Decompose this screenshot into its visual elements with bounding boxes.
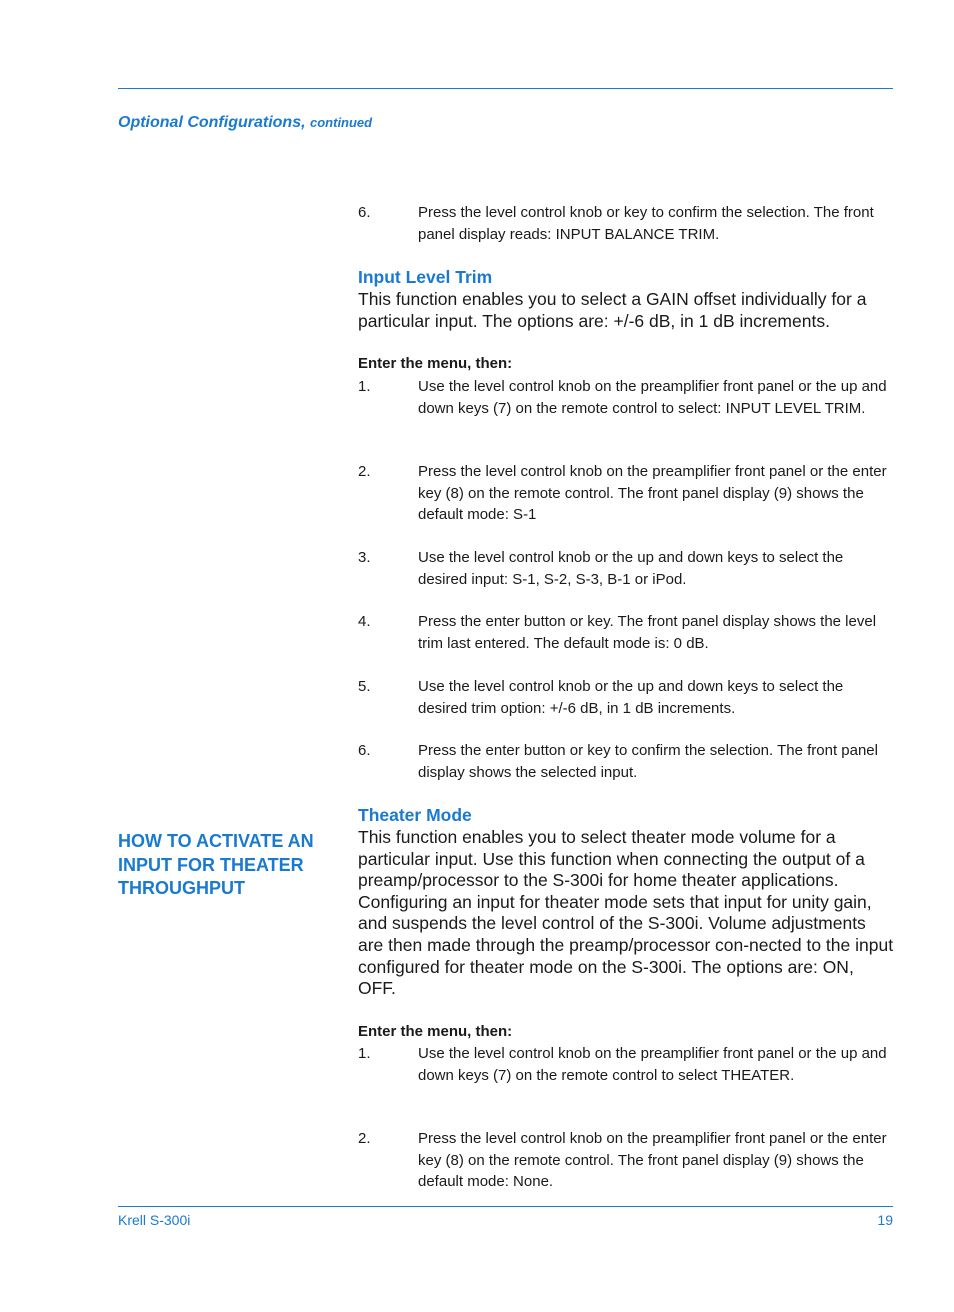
step-text: Use the level control knob on the preamplifier front panel or the up and down keys (7) on the remote control to select THEATER. [418, 1045, 887, 1084]
theater-mode-title: Theater Mode [358, 805, 472, 825]
step-number: 1. [358, 378, 371, 395]
theater-mode-enter-label: Enter the menu, then: [358, 1023, 513, 1040]
step-number: 2. [358, 463, 371, 480]
footer-rule [118, 1206, 893, 1207]
step-text: Use the level control knob or the up and down keys to select the desired input: S-1, S-2, S-3, B-1 or iPod. [418, 549, 844, 588]
theater-mode-description: This function enables you to select theater mode volume for a particular input. Use this function when connecting the output of a preamp/processor to the S-300i for home theater applications. Configuring an input for theater mode sets that input for unity gain, and suspends the level control of the S-300i. Volume adjustments are then made through the preamp/processor con-nected to the input configured for theater mode on the S-300i. The options are: ON, OFF. [358, 827, 894, 999]
input-level-trim-description: This function enables you to select a GAIN offset individually for a particular input. The options are: +/-6 dB, in 1 dB increments. [358, 289, 867, 331]
step-number: 6. [358, 742, 371, 759]
footer-product: Krell S-300i [118, 1212, 191, 1228]
running-header-continued: continued [310, 115, 373, 130]
step-number: 3. [358, 549, 371, 566]
input-level-trim-enter-label: Enter the menu, then: [358, 355, 513, 372]
step-text: Press the level control knob on the preamplifier front panel or the enter key (8) on the remote control. The front panel display (9) shows the default mode: None. [418, 1130, 887, 1190]
step-text: Press the enter button or key. The front panel display shows the level trim last entered. The default mode is: 0 dB. [418, 613, 877, 652]
step-number: 4. [358, 613, 371, 630]
step-number: 5. [358, 678, 371, 695]
running-header-title: Optional Configurations, [118, 114, 306, 131]
step-text: Press the level control knob or key to confirm the selection. The front panel display reads: INPUT BALANCE TRIM. [418, 204, 874, 243]
step-number: 2. [358, 1130, 371, 1147]
step-number: 6. [358, 204, 371, 221]
header-rule [118, 88, 893, 89]
step-text: Use the level control knob on the preamplifier front panel or the up and down keys (7) on the remote control to select: INPUT LEVEL TRIM. [418, 378, 887, 417]
step-text: Press the enter button or key to confirm the selection. The front panel display shows the selected input. [418, 742, 878, 781]
step-text: Press the level control knob on the preamplifier front panel or the enter key (8) on the remote control. The front panel display (9) shows the default mode: S-1 [418, 463, 887, 523]
step-text: Use the level control knob or the up and down keys to select the desired trim option: +/-6 dB, in 1 dB increments. [418, 678, 844, 717]
intro-step [358, 202, 894, 246]
side-heading: HOW TO ACTIVATE AN INPUT FOR THEATER THROUGHPUT [118, 831, 314, 898]
step-number: 1. [358, 1045, 371, 1062]
running-header [118, 114, 372, 132]
input-level-trim-title: Input Level Trim [358, 267, 493, 287]
page-number: 19 [877, 1212, 893, 1228]
